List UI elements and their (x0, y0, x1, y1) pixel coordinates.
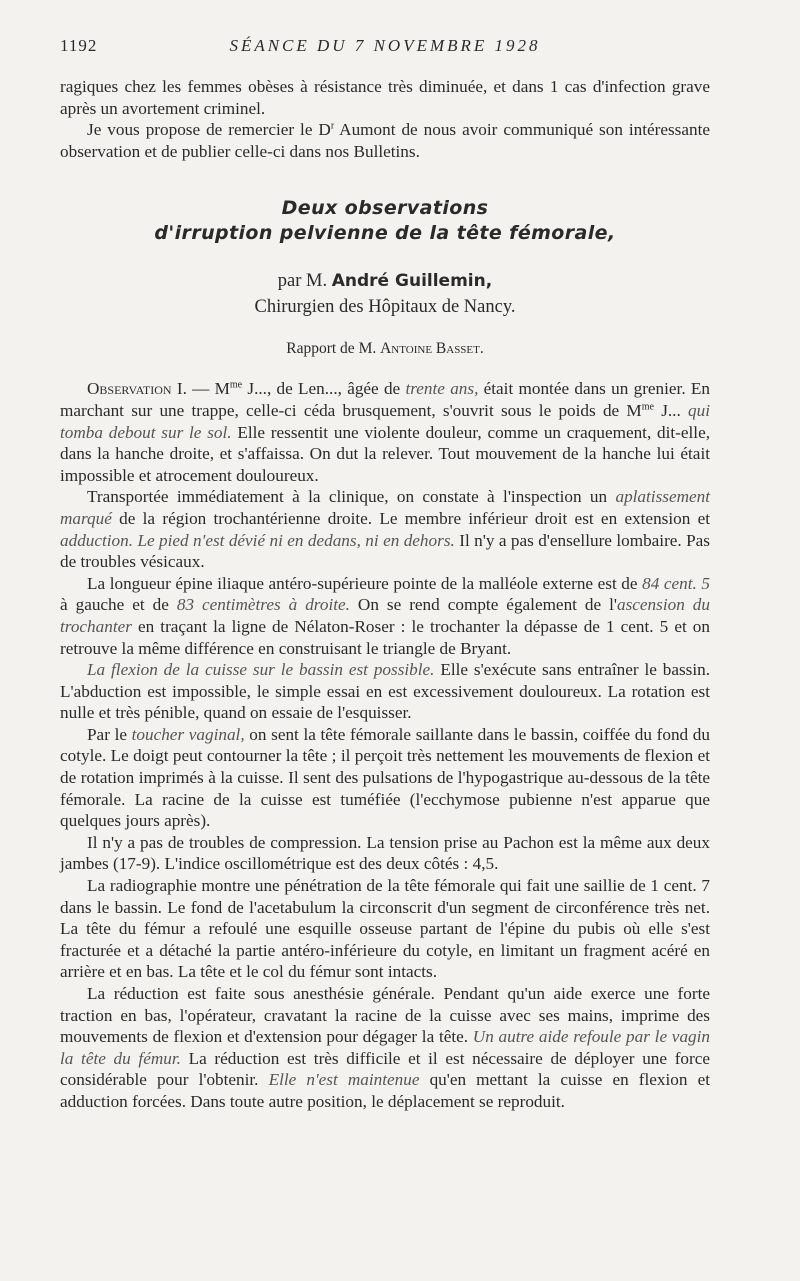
author-affiliation: Chirurgien des Hôpitaux de Nancy. (254, 297, 516, 318)
italic-run: adduction. Le pied n'est dévié ni en dedans, ni en dehors. (60, 530, 455, 550)
observation-paragraph-6 (60, 832, 710, 875)
italic-run: trente ans, (405, 379, 479, 399)
text-run: — M (186, 379, 230, 399)
italic-run: La flexion de la cuisse sur le bassin est possible. (87, 660, 435, 680)
text-run: Par le (87, 724, 132, 744)
intro-text-2a: Je vous propose de remercier le D (87, 120, 331, 140)
italic-run: Elle n'est maintenue (268, 1070, 420, 1090)
observation-paragraph-3 (60, 573, 710, 659)
text-run: était montée dans un grenier. En marchant sur une trappe, celle-ci céda brusquement, s'ouvrit sous le poids de M (60, 379, 710, 420)
italic-run: qui tomba debout sur le sol. (60, 400, 710, 442)
text-run: La réduction est très difficile et il est nécessaire de déployer une force considérable pour l'obtenir. (60, 1048, 710, 1090)
rapport-line (60, 338, 710, 360)
observation-label: Observation I. (87, 379, 187, 399)
rapport-name: Antoine Basset. (380, 340, 484, 358)
article-author (60, 268, 710, 320)
italic-run: 84 cent. 5 (642, 573, 710, 593)
text-run: on sent la tête fémorale saillante dans le bassin, coiffée du fond du cotyle. Le doigt peut contourner la tête ; il perçoit très nettement les mouvements de flexion et de rotation imprimés à la cuisse. Il sent des pulsations de l'hypogastrique au-dessous de la tête fémorale. La racine de la cuisse est tuméfiée (l'ecchymose pubienne n'est apparue que quelques jours après). (60, 724, 710, 831)
running-header (60, 36, 710, 60)
intro-paragraph-2 (60, 119, 710, 162)
text-run: en traçant la ligne de Nélaton-Roser : le trochanter la dépasse de 1 cent. 5 et on retrouve la même différence en construisant le triangle de Bryant. (60, 616, 710, 658)
intro-text-2b: Aumont de nous avoir communiqué son intéressante observation et de publier celle-ci dans nos Bulletins. (60, 120, 710, 161)
page-body (60, 76, 710, 1113)
text-run: Transportée immédiatement à la clinique, on constate à l'inspection un (87, 487, 616, 507)
article-title-line-2: d'irruption pelvienne de la tête fémorale, (154, 222, 616, 245)
text-run: de la région trochantérienne droite. Le membre inférieur droit est en extension et (111, 508, 710, 528)
observation-paragraph-4 (60, 659, 710, 724)
text-run: On se rend compte également de l' (349, 595, 618, 615)
text-run: La réduction est faite sous anesthésie générale. Pendant qu'un aide exerce une forte traction en bas, l'opérateur, cravatant la racine de la cuisse avec ses mains, imprime des mouvements de flexion et d'extension pour dégager la tête. (60, 984, 710, 1047)
running-title: SÉANCE DU 7 NOVEMBRE 1928 (229, 36, 541, 55)
italic-run: aplatissement marqué (60, 487, 710, 528)
italic-run: ascension du trochanter (60, 595, 710, 636)
page-number: 1192 (60, 36, 98, 55)
observation-paragraph-5 (60, 724, 710, 832)
text-run: La longueur épine iliaque antéro-supérieure pointe de la malléole externe est de (87, 573, 643, 593)
author-prefix: par M. (277, 271, 332, 292)
text-run: Elle ressentit une violente douleur, comme un craquement, dit-elle, dans la hanche droite, et s'affaissa. On dut la relever. Tout mouvement de la hanche lui était impossible et atrocement douloureux. (60, 422, 710, 485)
text-run: qu'en mettant la cuisse en flexion et adduction forcées. Dans toute autre position, le déplacement se reproduit. (60, 1070, 710, 1111)
author-name: André Guillemin, (331, 271, 493, 292)
italic-run: 83 centimètres à droite. (176, 595, 350, 615)
intro-text-1: ragiques chez les femmes obèses à résistance très diminuée, et dans 1 cas d'infection grave après un avortement criminel. (60, 77, 710, 118)
text-run: Il n'y a pas d'ensellure lombaire. Pas de troubles vésicaux. (60, 530, 710, 572)
text-run: Elle s'exécute sans entraîner le bassin. L'abduction est impossible, le simple essai en est excessivement douloureux. La rotation est nulle et très pénible, quand on essaie de l'esquisser. (60, 660, 710, 723)
observation-paragraph-8 (60, 983, 710, 1113)
article-title-line-1: Deux observations (281, 197, 489, 220)
text-run: Il n'y a pas de troubles de compression. La tension prise au Pachon est la même aux deux jambes (17-9). L'indice oscillométrique est des deux côtés : 4,5. (60, 832, 710, 874)
italic-run: Un autre aide refoule par le vagin la tête du fémur. (60, 1027, 710, 1068)
italic-run: toucher vaginal, (131, 724, 245, 744)
text-run: J..., de Len..., âgée de (242, 379, 406, 399)
rapport-prefix: Rapport de M. (286, 340, 381, 358)
observation-paragraph-1 (60, 378, 710, 486)
text-run: La radiographie montre une pénétration de la tête fémorale qui fait une saillie de 1 cent. 7 dans le bassin. Le fond de l'acetabulum la circonscrit d'un segment de circonférence très net. La tête du fémur a refoulé une esquille osseuse partant de l'épine du pubis où elle s'est fracturée et a détaché la partie antéro-inférieure du cotyle, en limitant un fragment acéré en arrière et en bas. La tête et le col du fémur sont intacts. (60, 876, 710, 982)
intro-sup: r (330, 120, 335, 132)
observation-paragraph-2 (60, 486, 710, 572)
intro-paragraph-1 (60, 76, 710, 119)
superscript: me (641, 401, 654, 413)
observation-paragraph-7 (60, 875, 710, 983)
superscript: me (229, 379, 243, 391)
text-run: J... (653, 400, 689, 420)
article-title (60, 196, 710, 246)
text-run: à gauche et de (60, 595, 177, 615)
